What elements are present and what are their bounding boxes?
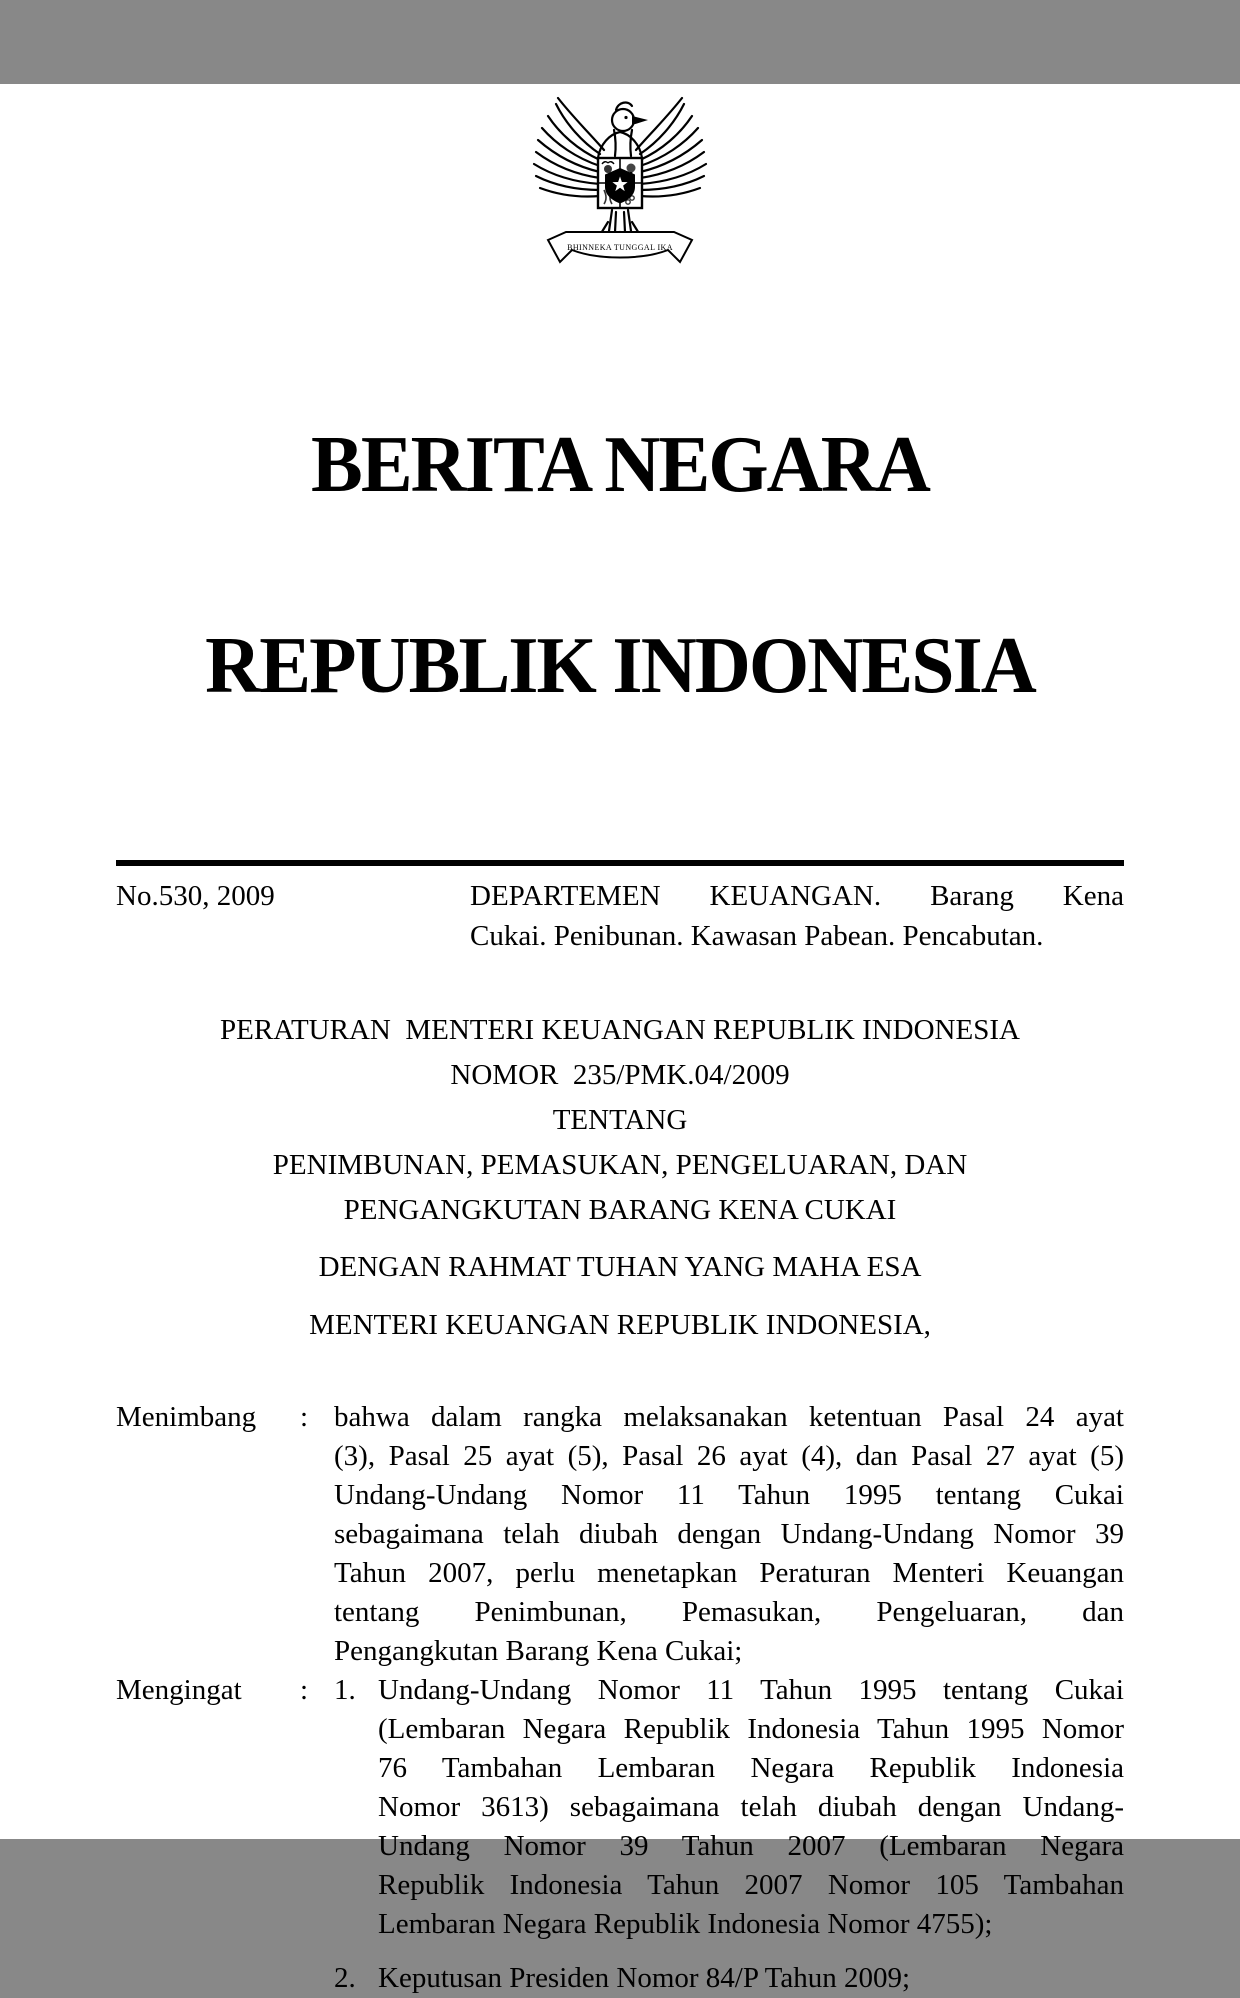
text-line: PENIMBUNAN, PEMASUKAN, PENGELUARAN, DAN <box>272 1149 968 1181</box>
gazette-header-row <box>116 876 1124 956</box>
text-line: (Lembaran Negara Republik Indonesia Tahun 1995 Nomor <box>378 1713 1124 1745</box>
text-line: 76 Tambahan Lembaran Negara Republik Indonesia <box>378 1752 1124 1784</box>
gazette-subject-line-2: Cukai. Penibunan. Kawasan Pabean. Pencabutan. <box>470 920 1044 952</box>
text-line: Undang-Undang Nomor 11 Tahun 1995 tentang Cukai <box>378 1674 1124 1706</box>
item-text <box>378 1959 1124 1998</box>
masthead-rule <box>116 860 1124 866</box>
text-line: TENTANG <box>552 1104 688 1136</box>
mengingat-body <box>334 1671 1124 1998</box>
invocation-line: DENGAN RAHMAT TUHAN YANG MAHA ESA <box>318 1251 922 1283</box>
masthead-title <box>131 298 1109 834</box>
text-line: Tahun 2007, perlu menetapkan Peraturan Menteri Keuangan <box>334 1557 1124 1589</box>
legal-basis-item <box>334 1671 1124 1944</box>
gazette-subject <box>470 876 1124 956</box>
mengingat-colon: : <box>300 1674 309 1706</box>
gazette-subject-line-1: DEPARTEMEN KEUANGAN. Barang Kena <box>470 880 1124 912</box>
text-line: sebagaimana telah diubah dengan Undang-Undang Nomor 39 <box>334 1518 1124 1550</box>
mengingat-label: Mengingat <box>116 1674 242 1706</box>
text-line: bahwa dalam rangka melaksanakan ketentuan Pasal 24 ayat <box>334 1401 1124 1433</box>
garuda-pancasila-emblem <box>520 84 720 272</box>
menimbang-section <box>116 1398 1124 1671</box>
legal-basis-item <box>334 1959 1124 1998</box>
text-line: Republik Indonesia Tahun 2007 Nomor 105 Tambahan <box>378 1869 1124 1901</box>
menimbang-colon: : <box>300 1401 309 1433</box>
masthead-line-2: REPUBLIK INDONESIA <box>205 622 1035 710</box>
masthead-line-1: BERITA NEGARA <box>311 421 929 509</box>
text-line: Undang-Undang Nomor 11 Tahun 1995 tentang Cukai <box>334 1479 1124 1511</box>
text-line: (3), Pasal 25 ayat (5), Pasal 26 ayat (4), dan Pasal 27 ayat (5) <box>334 1440 1124 1472</box>
text-line: Nomor 3613) sebagaimana telah diubah dengan Undang- <box>378 1791 1124 1823</box>
menimbang-body <box>334 1398 1124 1671</box>
text-line: PENGANGKUTAN BARANG KENA CUKAI <box>343 1194 897 1226</box>
authority-line: MENTERI KEUANGAN REPUBLIK INDONESIA, <box>309 1309 931 1341</box>
gazette-page <box>0 84 1240 1994</box>
text-line: PERATURAN MENTERI KEUANGAN REPUBLIK INDONESIA <box>220 1014 1020 1046</box>
regulation-title-block <box>116 1008 1124 1233</box>
text-line: Keputusan Presiden Nomor 84/P Tahun 2009; <box>378 1962 911 1994</box>
item-text <box>378 1671 1124 1944</box>
gazette-number: No.530, 2009 <box>116 880 275 912</box>
menimbang-label: Menimbang <box>116 1401 257 1433</box>
text-line: tentang Penimbunan, Pemasukan, Pengeluaran, dan <box>334 1596 1124 1628</box>
emblem-motto-text: BHINNEKA TUNGGAL IKA <box>567 243 673 252</box>
text-line: Undang Nomor 39 Tahun 2007 (Lembaran Negara <box>378 1830 1124 1862</box>
mengingat-section <box>116 1671 1124 1998</box>
item-number: 1. <box>334 1674 356 1706</box>
text-line: Pengangkutan Barang Kena Cukai; <box>334 1635 743 1667</box>
text-line: NOMOR 235/PMK.04/2009 <box>450 1059 790 1091</box>
text-line: Lembaran Negara Republik Indonesia Nomor 4755); <box>378 1908 993 1940</box>
item-number: 2. <box>334 1962 356 1994</box>
